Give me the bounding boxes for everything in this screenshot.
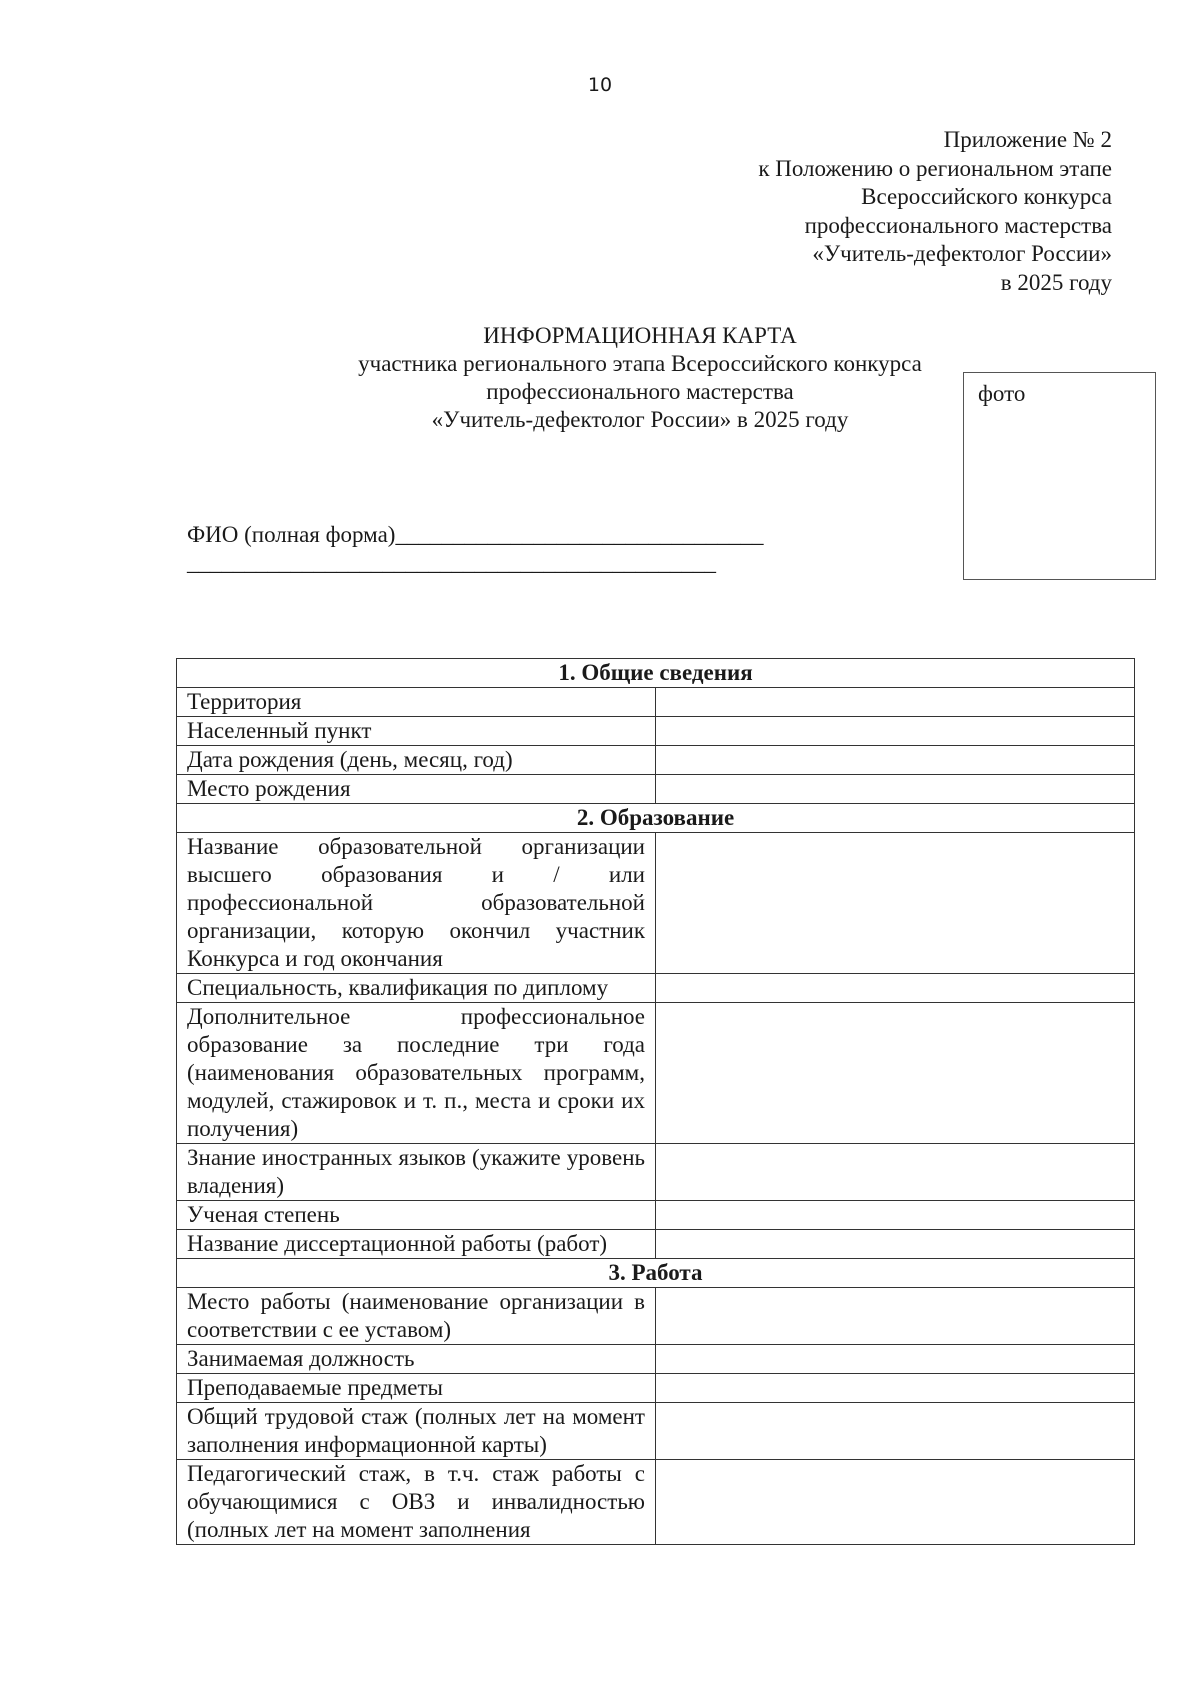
table-row	[177, 1374, 1135, 1403]
table-row	[177, 1201, 1135, 1230]
fio-field[interactable]	[187, 520, 763, 578]
table-row	[177, 1345, 1135, 1374]
appendix-line: к Положению о региональном этапе	[758, 155, 1112, 181]
page-number: 10	[587, 74, 613, 96]
table-row	[177, 688, 1135, 717]
section-header-row	[177, 804, 1135, 833]
row-value-field[interactable]	[656, 1144, 1135, 1201]
row-value-field[interactable]	[656, 1374, 1135, 1403]
table-row	[177, 1288, 1135, 1345]
row-value-field[interactable]	[656, 688, 1135, 717]
fio-label: ФИО (полная форма)________________________________	[187, 522, 764, 547]
appendix-line: в 2025 году	[1000, 269, 1112, 295]
row-value-field[interactable]	[656, 974, 1135, 1003]
row-label: Название диссертационной работы (работ)	[177, 1230, 656, 1259]
row-value-field[interactable]	[656, 1288, 1135, 1345]
photo-box[interactable]	[963, 372, 1156, 580]
row-label: Место работы (наименование организации в соответствии с ее уставом)	[177, 1288, 656, 1345]
row-label: Дата рождения (день, месяц, год)	[177, 746, 656, 775]
row-label: Территория	[177, 688, 656, 717]
card-title-block	[340, 322, 940, 434]
row-label: Дополнительное профессиональное образование за последние три года (наименования образовательных программ, модулей, стажировок и т. п., места и сроки их получения)	[177, 1003, 656, 1144]
row-value-field[interactable]	[656, 775, 1135, 804]
appendix-line: профессионального мастерства	[804, 212, 1112, 238]
card-subtitle-line: профессионального мастерства	[486, 379, 794, 404]
row-value-field[interactable]	[656, 1403, 1135, 1460]
row-label: Педагогический стаж, в т.ч. стаж работы с обучающимися с ОВЗ и инвалидностью (полных лет на момент заполнения	[177, 1460, 656, 1545]
row-label: Общий трудовой стаж (полных лет на момент заполнения информационной карты)	[177, 1403, 656, 1460]
row-value-field[interactable]	[656, 717, 1135, 746]
card-title: ИНФОРМАЦИОННАЯ КАРТА	[483, 323, 797, 348]
card-subtitle-line: «Учитель-дефектолог России» в 2025 году	[431, 407, 849, 432]
table-row	[177, 717, 1135, 746]
table-row	[177, 974, 1135, 1003]
section-title: 1. Общие сведения	[177, 659, 1135, 688]
table-row	[177, 833, 1135, 974]
section-title: 2. Образование	[177, 804, 1135, 833]
photo-label: фото	[978, 381, 1026, 406]
table-row	[177, 1403, 1135, 1460]
fio-second-line: ______________________________________________	[187, 550, 716, 575]
row-value-field[interactable]	[656, 746, 1135, 775]
table-row	[177, 1144, 1135, 1201]
row-label: Преподаваемые предметы	[177, 1374, 656, 1403]
row-value-field[interactable]	[656, 1460, 1135, 1545]
table-row	[177, 775, 1135, 804]
row-value-field[interactable]	[656, 833, 1135, 974]
appendix-line: Всероссийского конкурса	[861, 184, 1112, 209]
card-subtitle-line: участника регионального этапа Всероссийского конкурса	[358, 351, 922, 376]
info-table	[176, 658, 1135, 1545]
row-label: Населенный пункт	[177, 717, 656, 746]
row-value-field[interactable]	[656, 1345, 1135, 1374]
appendix-line: Приложение № 2	[943, 127, 1112, 152]
table-row	[177, 1460, 1135, 1545]
section-header-row	[177, 1259, 1135, 1288]
appendix-line: «Учитель-дефектолог России»	[812, 241, 1112, 266]
row-label: Занимаемая должность	[177, 1345, 656, 1374]
row-label: Знание иностранных языков (укажите уровень владения)	[177, 1144, 656, 1201]
section-header-row	[177, 659, 1135, 688]
appendix-header	[758, 126, 1112, 297]
row-label: Ученая степень	[177, 1201, 656, 1230]
table-row	[177, 1003, 1135, 1144]
row-label: Специальность, квалификация по диплому	[177, 974, 656, 1003]
row-value-field[interactable]	[656, 1003, 1135, 1144]
row-value-field[interactable]	[656, 1230, 1135, 1259]
section-title: 3. Работа	[177, 1259, 1135, 1288]
row-label: Название образовательной организации высшего образования и / или профессиональной образовательной организации, которую окончил участник Конкурса и год окончания	[177, 833, 656, 974]
row-label: Место рождения	[177, 775, 656, 804]
table-row	[177, 1230, 1135, 1259]
row-value-field[interactable]	[656, 1201, 1135, 1230]
table-row	[177, 746, 1135, 775]
